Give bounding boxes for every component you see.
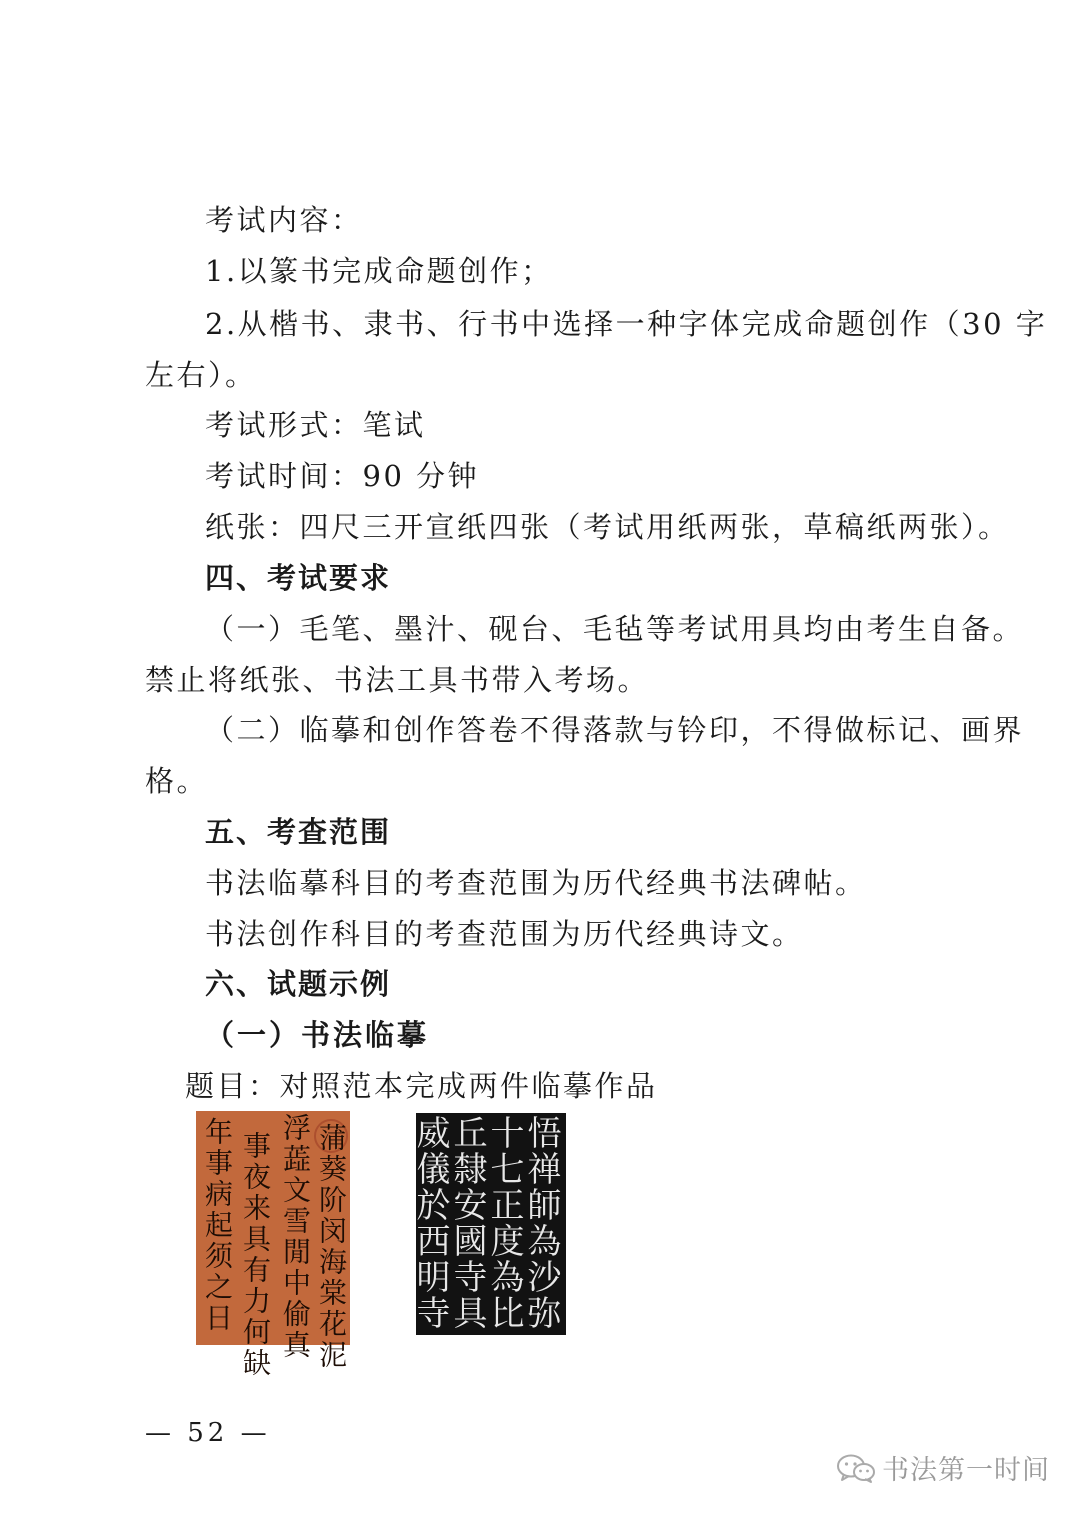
exam-time: 考试时间：90 分钟 (205, 459, 480, 493)
section5-scope2: 书法创作科目的考查范围为历代经典诗文。 (205, 917, 804, 951)
rubbing-column: 威儀於西明寺 (410, 1115, 450, 1331)
regular-script-rubbing-specimen (410, 1113, 566, 1335)
exam-item-1: 1.以篆书完成命题创作； (205, 254, 553, 288)
watermark-text: 书法第一时间 (882, 1455, 1050, 1486)
section4-rule2-line2: 格。 (145, 764, 209, 798)
section6-question: 题目：对照范本完成两件临摹作品 (185, 1069, 658, 1103)
section6-subheading: （一）书法临摹 (205, 1018, 430, 1052)
cursive-calligraphy-specimen (196, 1111, 350, 1379)
page-number: — 52 — (145, 1418, 271, 1448)
exam-item-2-line1: 2.从楷书、隶书、行书中选择一种字体完成命题创作（30 字 (205, 307, 1048, 341)
exam-paper: 纸张：四尺三开宣纸四张（考试用纸两张，草稿纸两张）。 (205, 510, 1010, 544)
cursive-column: 年事病起须之日 (201, 1117, 234, 1334)
section6-heading: 六、试题示例 (205, 967, 392, 1001)
section4-heading: 四、考试要求 (205, 561, 392, 595)
section5-heading: 五、考查范围 (205, 815, 392, 849)
rubbing-column: 十七正度為比 (484, 1115, 524, 1331)
rubbing-column: 悟禅師為沙弥 (521, 1115, 561, 1331)
section4-rule1-line2: 禁止将纸张、书法工具书带入考场。 (145, 663, 650, 697)
exam-form: 考试形式：笔试 (205, 408, 426, 442)
cursive-column: 浮蕋文雪閒中偷真 (279, 1113, 312, 1361)
exam-content-label: 考试内容： (205, 203, 363, 237)
cursive-column: 事夜来具有力何缺 (239, 1131, 272, 1379)
wechat-icon (836, 1453, 876, 1483)
section4-rule1-line1: （一）毛笔、墨汁、砚台、毛毡等考试用具均由考生自备。 (205, 612, 1025, 646)
watermark (836, 1448, 1050, 1487)
exam-item-2-line2: 左右）。 (145, 358, 257, 392)
rubbing-column: 丘隸安國寺具 (447, 1115, 487, 1331)
section5-scope1: 书法临摹科目的考查范围为历代经典书法碑帖。 (205, 866, 867, 900)
cursive-column: 蒲葵阶闵海棠花泥 (315, 1123, 348, 1371)
section4-rule2-line1: （二）临摹和创作答卷不得落款与钤印，不得做标记、画界 (205, 713, 1025, 747)
